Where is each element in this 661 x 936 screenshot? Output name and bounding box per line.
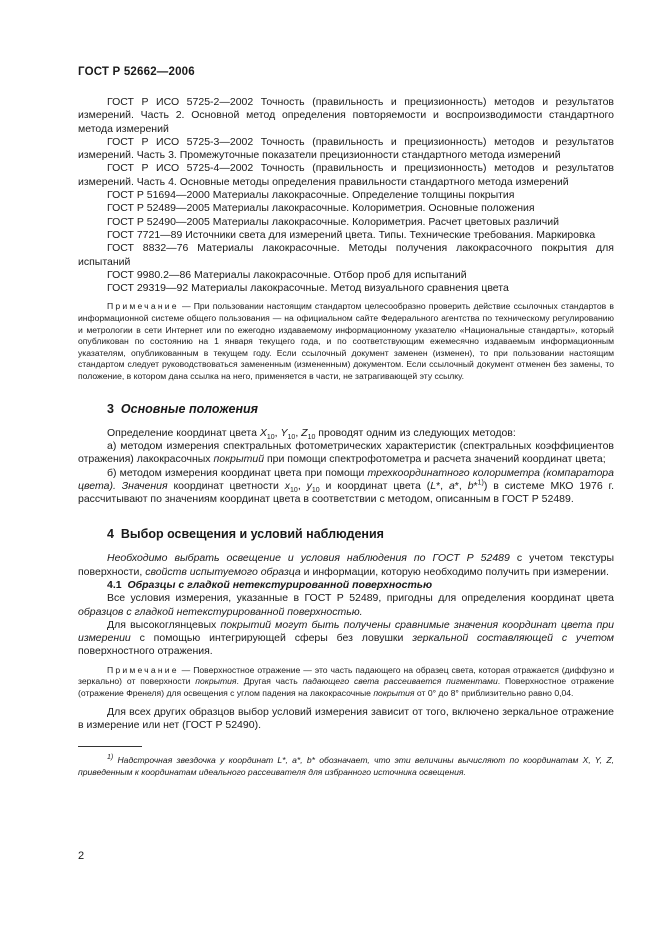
text-run: проводят одним из следующих методов: <box>315 426 516 439</box>
note-label: Примечание <box>107 664 179 675</box>
ref-item: ГОСТ Р ИСО 5725-4—2002 Точность (правильность и прецизионность) методов и результатов измерений. Часть 4. Основные методы определения правильности стандартного метода измерений <box>78 162 614 188</box>
section-number: 4 <box>107 527 114 542</box>
section-title: Выбор освещения и условий наблюдения <box>120 527 384 542</box>
text-run: — Поверхностное отражение — это часть падающего на образец света, которая отражается (диффузно и зеркально) от поверхности <box>78 664 614 687</box>
text-run: . Поверхностное отражение (отражение Френеля) для освещения с углом падения на лакокрасочные <box>78 676 614 698</box>
text-run: Необходимо выбрать освещение и условия наблюдения по ГОСТ Р 52489 <box>107 552 510 565</box>
text-run: свойств испытуемого образца <box>145 565 301 578</box>
text-run: Для высокоглянцевых <box>107 618 221 631</box>
text-run: с помощью интегрирующей сферы без ловушки <box>130 632 413 645</box>
s4-p4: Для всех других образцов выбор условий измерения зависит от того, включено зеркальное отражение в измерение или нет (ГОСТ Р 52490). <box>78 705 614 731</box>
page-content <box>78 96 614 778</box>
s3-item-a <box>78 440 614 467</box>
ref-item: ГОСТ Р ИСО 5725-2—2002 Точность (правильность и прецизионность) методов и результатов измерений. Часть 2. Основной метод определения повторяемости и воспроизводимости стандартного метода измерений <box>78 96 614 135</box>
text-run: трехкоординатного колориметра (компаратора цвета). Значения <box>78 466 614 492</box>
ref-item: ГОСТ Р 51694—2000 Материалы лакокрасочные. Определение толщины покрытия <box>107 189 515 202</box>
ref-item: ГОСТ 9980.2—86 Материалы лакокрасочные. Отбор проб для испытаний <box>107 268 467 281</box>
s3-item-b: б) методом измерения координат цвета при помощи трехкоординатного колориметра (компаратора цвета). Значения координат цветности $x_{10}$, $y_{10}$ и координат цвета (L*, a*, b*$^{1)}$) в системе МКО 1976 г. рассчитывают по значениям координат цвета в соответствии с методом, описанным в ГОСТ Р 52489. <box>78 466 615 506</box>
text-run: Все условия измерения, указанные в ГОСТ Р 52489, пригодны для определения координат цвета <box>107 592 614 605</box>
section-title: Основные положения <box>120 401 259 416</box>
note-references <box>78 301 614 382</box>
text-run: . Другая часть <box>236 676 303 687</box>
page-header: ГОСТ Р 52662—2006 <box>78 66 195 78</box>
text-run: зеркальной составляющей с учетом <box>412 632 614 645</box>
section-4-heading <box>78 526 614 542</box>
text-run: координат цветности <box>167 479 285 492</box>
ref-item: ГОСТ Р 52489—2005 Материалы лакокрасочные. Колориметрия. Основные положения <box>107 202 535 215</box>
ref-item: ГОСТ Р 52490—2005 Материалы лакокрасочные. Колориметрия. Расчет цветовых различий <box>107 215 559 228</box>
subsection-number: 4.1 <box>107 578 122 591</box>
text-run: от 0° до 8° приблизительно равно 0,04. <box>414 687 574 698</box>
note-surface-reflection <box>78 665 614 700</box>
footnote-text: Надстрочная звездочка у координат L*, a*, b* обозначает, что эти величины вычисляют по координатам X, Y, Z, приведенным к координатам идеального рассеивателя для избранного источника освещения. <box>78 755 614 777</box>
text-run: с учетом текстуры поверхности, <box>78 552 614 578</box>
text-run: ) в системе МКО 1976 г. рассчитывают по значениям координат цвета в соответствии с методом, описанным в ГОСТ Р 52489. <box>78 479 615 506</box>
s4-p3 <box>78 619 614 659</box>
ref-item: ГОСТ 8832—76 Материалы лакокрасочные. Методы получения лакокрасочного покрытия для испытаний <box>78 242 614 268</box>
text-run: а) методом измерения спектральных фотометрических характеристик (спектральных коэффициентов отражения) лакокрасочных <box>78 439 614 466</box>
text-run: при помощи спектрофотометра и расчета значений координат цвета; <box>264 453 606 466</box>
ref-item: ГОСТ Р ИСО 5725-3—2002 Точность (правильность и прецизионность) методов и результатов измерений. Часть 3. Промежуточные показатели прецизионности стандартного метода измерений <box>78 135 614 162</box>
text-run: б) методом измерения координат цвета при помощи <box>107 466 368 479</box>
subsection-title: Образцы с гладкой нетекстурированной поверхностью <box>127 578 433 591</box>
page-number: 2 <box>78 850 85 862</box>
ref-item: ГОСТ 29319—92 Материалы лакокрасочные. Метод визуального сравнения цвета <box>107 282 509 295</box>
footnote <box>78 755 614 778</box>
text-run: и информации, которую необходимо получить при измерении. <box>300 565 609 578</box>
text-run: поверхностного отражения. <box>78 645 213 658</box>
text-run: Определение координат цвета <box>107 426 260 439</box>
text-run: падающего света рассеивается пигментами <box>302 676 498 687</box>
s4-p2 <box>78 592 614 619</box>
subsection-4-1-heading <box>78 579 614 592</box>
s3-intro: Определение координат цвета $X_{10}$, $Y_{10}$, $Z_{10}$ проводят одним из следующих методов: <box>107 426 516 441</box>
s4-p1 <box>78 552 614 579</box>
note-label: Примечание <box>107 301 179 312</box>
text-run: и координат цвета ( <box>319 479 431 492</box>
section-number: 3 <box>107 401 114 416</box>
text-run: покрытия <box>373 687 415 698</box>
note-text: — При пользовании настоящим стандартом целесообразно проверить действие ссылочных стандартов в информационной системе общего пользования — на официальном сайте Федерального агентства по техническому регулированию и метрологии в сети Интернет или по ежегодно издаваемому информационному указателю «Национальные стандарты», который опубликован по состоянию на 1 января текущего года, и по соответствующим ежемесячно издаваемым информационным указателям, опубликованным в текущем году. Если ссылочный документ заменен (изменен), то при пользовании настоящим стандартом следует руководствоваться замененным (измененным) документом. Если ссылочный документ отменен без замены, то положение, в котором дана ссылка на него, применяется в части, не затрагивающей эту ссылку. <box>78 301 614 382</box>
footnote-divider <box>78 746 142 747</box>
ref-item: ГОСТ 7721—89 Источники света для измерений цвета. Типы. Технические требования. Маркировка <box>107 228 596 241</box>
text-run: покрытий <box>213 453 265 466</box>
text-run: покрытия <box>195 676 237 687</box>
text-run: образцов с гладкой нетекстурированной поверхностью. <box>78 605 363 618</box>
section-3-heading <box>78 401 614 417</box>
footnote-mark: 1) <box>107 754 114 762</box>
text-run: покрытий могут быть получены сравнимые значения координат цвета при измерении <box>78 618 614 645</box>
